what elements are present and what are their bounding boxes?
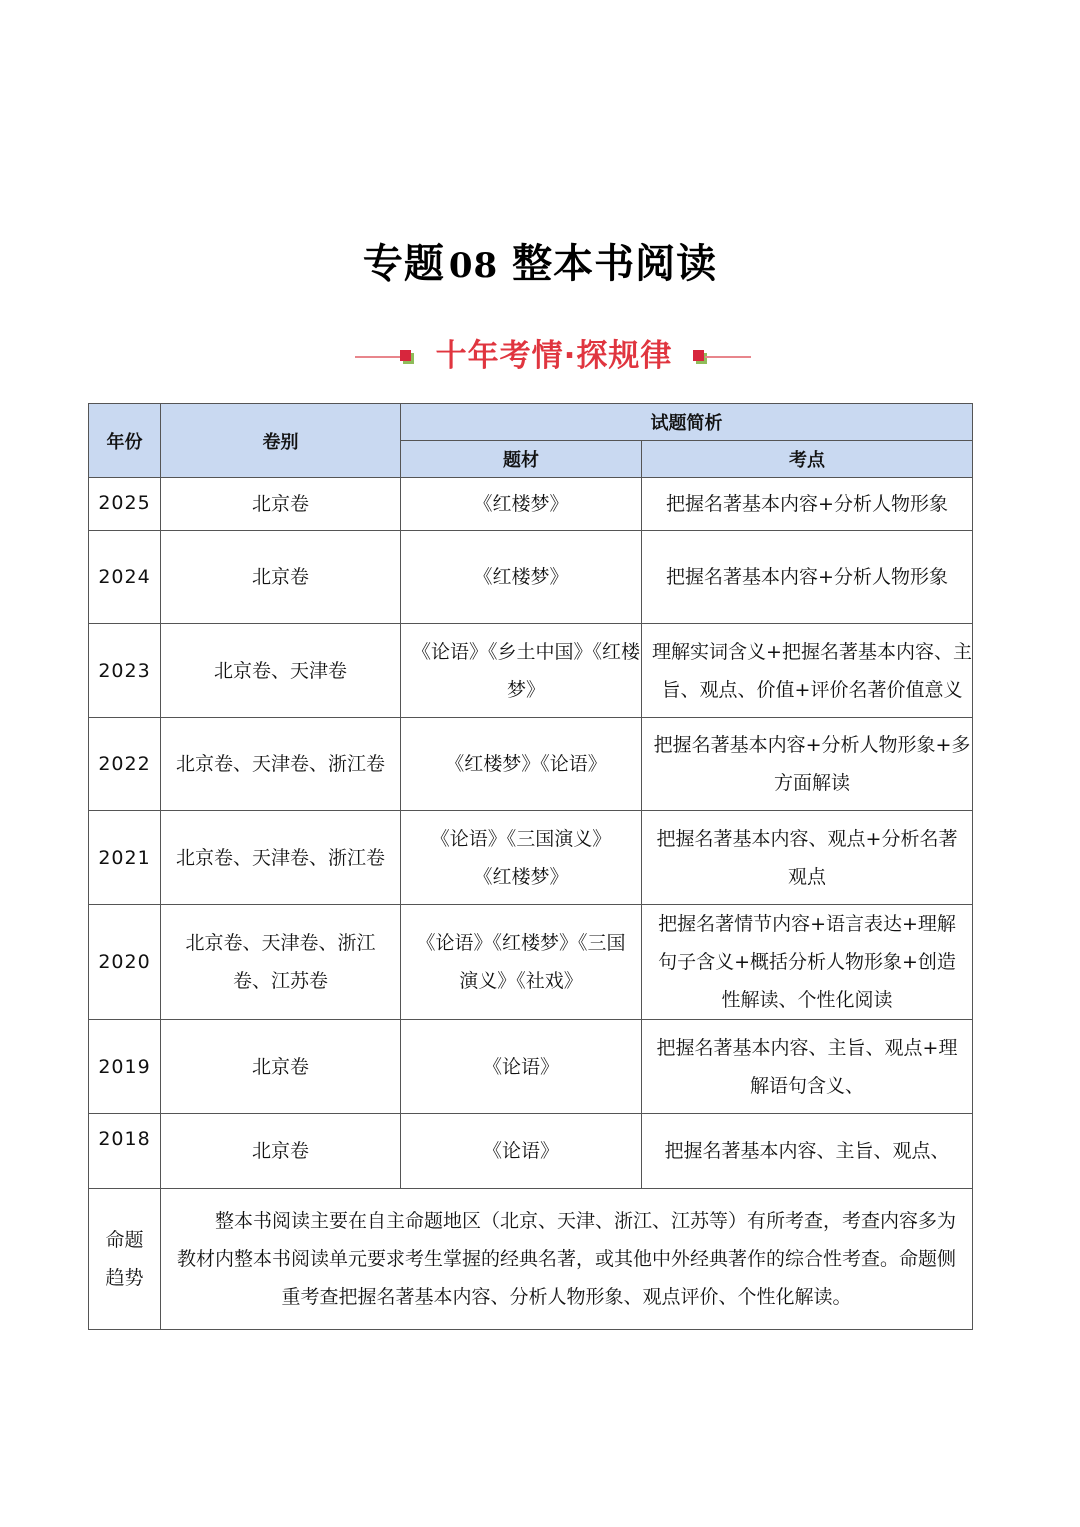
row-points: 理解实词含义+把握名著基本内容、主旨、观点、价值+评价名著价值意义 xyxy=(642,624,973,718)
row-year: 2020 xyxy=(89,905,161,1020)
row-points: 把握名著基本内容+分析人物形象 xyxy=(642,478,973,531)
banner-line-left xyxy=(355,356,401,358)
row-paper: 北京卷、天津卷、浙江卷、江苏卷 xyxy=(161,905,401,1020)
table-row xyxy=(89,718,973,811)
row-year: 2024 xyxy=(89,531,161,624)
row-points: 把握名著情节内容+语言表达+理解句子含义+概括分析人物形象+创造性解读、个性化阅读 xyxy=(642,905,973,1020)
row-topic: 《论语》 xyxy=(401,1114,642,1189)
row-topic: 《论语》《三国演义》《红楼梦》 xyxy=(401,811,642,905)
row-points: 把握名著基本内容、主旨、观点+理解语句含义、 xyxy=(642,1020,973,1114)
table-row xyxy=(89,1020,973,1114)
table-row xyxy=(89,531,973,624)
table-row xyxy=(89,1114,973,1189)
table-row xyxy=(89,811,973,905)
title-prefix: 专题 xyxy=(362,241,445,287)
banner-line-right xyxy=(705,356,751,358)
row-points: 把握名著基本内容、观点+分析名著观点 xyxy=(642,811,973,905)
summary-text: 整本书阅读主要在自主命题地区（北京、天津、浙江、江苏等）有所考查，考查内容多为教材内整本书阅读单元要求考生掌握的经典名著，或其他中外经典著作的综合性考查。命题侧重考查把握名著基本内容、分析人物形象、观点评价、个性化解读。 xyxy=(161,1189,973,1330)
header-points: 考点 xyxy=(642,441,973,478)
title-number: 08 xyxy=(448,246,499,286)
table-row xyxy=(89,624,973,718)
row-paper: 北京卷、天津卷 xyxy=(161,624,401,718)
subtitle-text: 十年考情·探规律 xyxy=(435,338,673,374)
banner-square-icon-right xyxy=(693,350,704,361)
exam-table xyxy=(88,403,973,1330)
row-year: 2019 xyxy=(89,1020,161,1114)
row-topic: 《红楼梦》 xyxy=(401,531,642,624)
header-paper: 卷别 xyxy=(161,404,401,478)
header-topic: 题材 xyxy=(401,441,642,478)
title-main: 整本书阅读 xyxy=(512,241,718,287)
row-points: 把握名著基本内容+分析人物形象 xyxy=(642,531,973,624)
summary-label: 命题趋势 xyxy=(89,1189,161,1330)
row-points: 把握名著基本内容+分析人物形象+多方面解读 xyxy=(642,718,973,811)
row-topic: 《论语》 xyxy=(401,1020,642,1114)
row-paper: 北京卷 xyxy=(161,1114,401,1189)
row-year: 2018 xyxy=(89,1114,161,1189)
document-title xyxy=(0,232,1080,289)
subtitle-banner xyxy=(0,326,1080,376)
banner-square-icon-left xyxy=(400,350,411,361)
row-year: 2023 xyxy=(89,624,161,718)
row-topic: 《论语》《乡土中国》《红楼梦》 xyxy=(401,624,642,718)
row-topic: 《论语》《红楼梦》《三国演义》《社戏》 xyxy=(401,905,642,1020)
row-paper: 北京卷 xyxy=(161,1020,401,1114)
row-year: 2022 xyxy=(89,718,161,811)
row-year: 2025 xyxy=(89,478,161,531)
row-paper: 北京卷、天津卷、浙江卷 xyxy=(161,811,401,905)
row-paper: 北京卷 xyxy=(161,531,401,624)
row-points: 把握名著基本内容、主旨、观点、 xyxy=(642,1114,973,1189)
row-paper: 北京卷 xyxy=(161,478,401,531)
header-analysis: 试题简析 xyxy=(401,404,973,441)
row-topic: 《红楼梦》《论语》 xyxy=(401,718,642,811)
summary-row xyxy=(89,1189,973,1330)
table-row xyxy=(89,478,973,531)
table-row xyxy=(89,905,973,1020)
header-year: 年份 xyxy=(89,404,161,478)
row-topic: 《红楼梦》 xyxy=(401,478,642,531)
row-paper: 北京卷、天津卷、浙江卷 xyxy=(161,718,401,811)
row-year: 2021 xyxy=(89,811,161,905)
